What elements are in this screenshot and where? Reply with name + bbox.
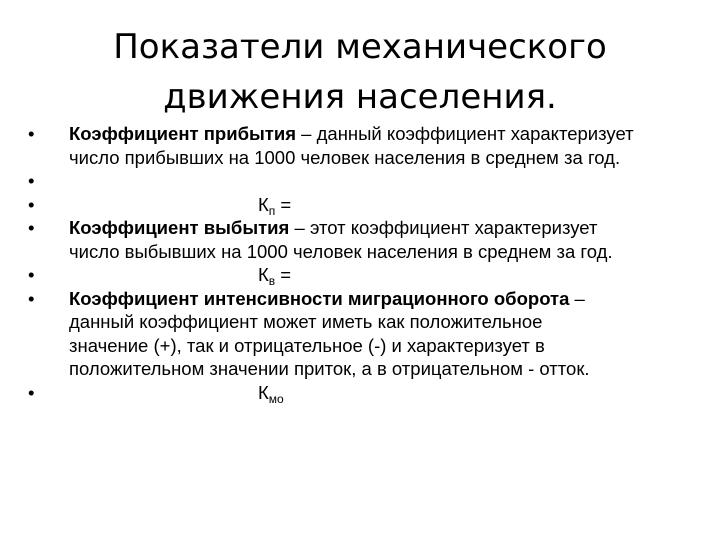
formula-subscript: мо (268, 391, 284, 406)
list-item-formula-departure (0, 263, 720, 287)
bullet-marker: • (28, 264, 35, 285)
formula-subscript: в (268, 274, 276, 288)
formula-symbol: К (258, 381, 269, 403)
definition-line-2: число выбывших на 1000 человек населения в среднем за год. (69, 240, 613, 262)
bullet-marker: • (28, 217, 35, 238)
formula-migration-turnover (258, 381, 284, 408)
item-text (69, 287, 709, 381)
definition-line-3: значение (+), так и отрицательное (-) и характеризует в (69, 334, 545, 356)
dash: – (289, 217, 310, 238)
definition-line-1: этот коэффициент характеризует (309, 217, 598, 238)
list-item-empty (0, 169, 720, 193)
item-text (69, 216, 709, 263)
formula-equals: = (275, 193, 292, 215)
term-migration-turnover-coefficient: Коэффициент интенсивности миграционного оборота (69, 287, 570, 309)
formula-equals: = (275, 264, 292, 285)
item-text (69, 122, 709, 169)
list-item-formula-migration-turnover (0, 381, 720, 405)
bullet-marker: • (28, 170, 35, 191)
list-item-formula-arrival (0, 193, 720, 217)
list-item-migration-turnover-coefficient (0, 287, 720, 381)
dash: – (296, 123, 317, 144)
bullet-marker: • (28, 287, 35, 309)
list-item-departure-coefficient (0, 216, 720, 263)
dash: – (569, 287, 585, 309)
bullet-marker: • (28, 123, 35, 144)
slide-title (60, 22, 660, 122)
term-departure-coefficient: Коэффициент выбытия (69, 217, 290, 238)
formula-symbol: К (258, 264, 269, 285)
term-arrival-coefficient: Коэффициент прибытия (69, 123, 297, 144)
formula-symbol: К (258, 193, 269, 215)
definition-line-1: данный коэффициент характеризует (316, 123, 634, 144)
bullet-marker: • (28, 381, 35, 403)
list-item-arrival-coefficient (0, 122, 720, 169)
bullet-marker: • (28, 193, 35, 215)
definition-line-4: положительном значении приток, а в отрицательном - отток. (69, 358, 590, 379)
title-line-2: движения населения. (163, 77, 557, 117)
bullet-list (0, 122, 720, 404)
definition-line-2: данный коэффициент может иметь как положительное (69, 311, 543, 332)
definition-line-2: число прибывших на 1000 человек населения в среднем за год. (69, 146, 621, 168)
formula-subscript: п (268, 203, 276, 218)
title-line-1: Показатели механического (113, 27, 607, 67)
